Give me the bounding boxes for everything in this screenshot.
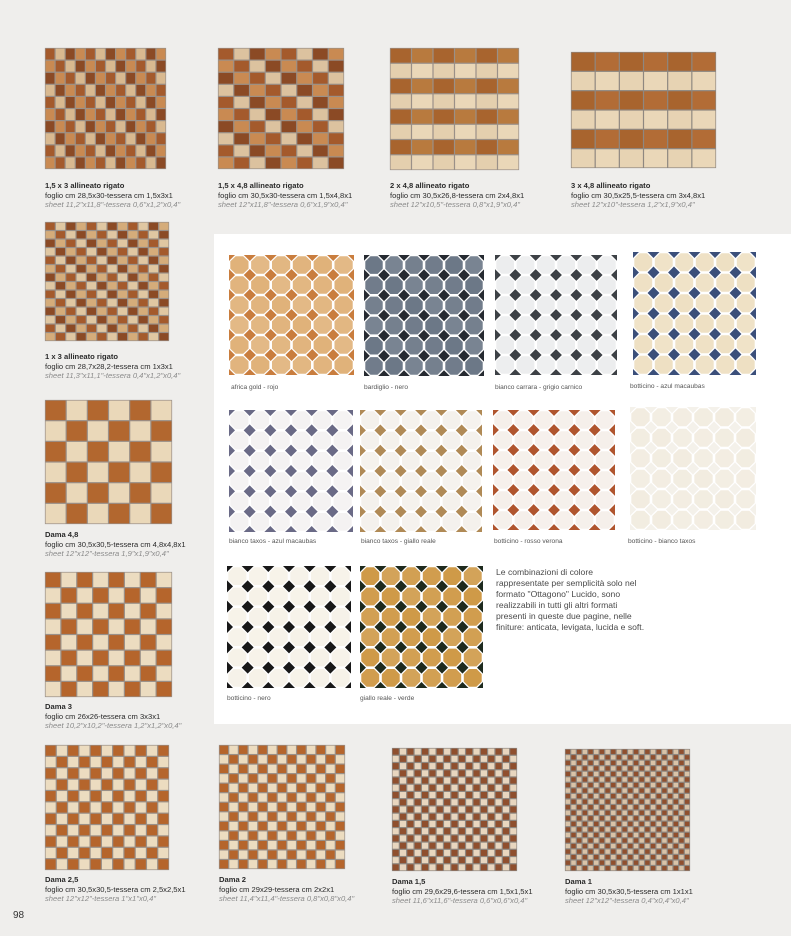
- octagon-swatch-image: [364, 255, 484, 376]
- octagon-swatch-svg: [493, 410, 615, 530]
- product-name: Dama 3: [45, 702, 73, 711]
- octagon-swatch-svg: [360, 566, 483, 688]
- swatch-label: botticino - bianco taxos: [628, 538, 696, 545]
- swatch-label: botticino - nero: [227, 695, 271, 702]
- octagon-swatch-svg: [495, 255, 617, 375]
- mosaic-svg: [45, 48, 166, 169]
- product-name: Dama 2,5: [45, 875, 79, 884]
- product-size-imperial: sheet 11,2"x11,8"-tessera 0,6"x1,2"x0,4": [45, 200, 181, 209]
- page-number: 98: [13, 910, 25, 921]
- product-caption: [392, 877, 533, 906]
- product-size-metric: foglio cm 30,5x25,5-tessera cm 3x4,8x1: [571, 190, 706, 200]
- octagon-swatch-svg: [227, 566, 351, 688]
- mosaic-sheet-image: [218, 48, 344, 169]
- octagon-swatch-svg: [364, 255, 484, 376]
- product-size-metric: foglio cm 29,6x29,6-tessera cm 1,5x1,5x1: [392, 886, 533, 896]
- product-size-metric: foglio cm 30,5x30,5-tessera cm 4,8x4,8x1: [45, 539, 186, 549]
- product-caption: [45, 352, 180, 381]
- product-size-metric: foglio cm 30,5x30,5-tessera cm 2,5x2,5x1: [45, 884, 186, 894]
- octagon-swatch-svg: [630, 407, 756, 530]
- product-size-imperial: sheet 11,4"x11,4"-tessera 0,8"x0,8"x0,4": [219, 894, 355, 903]
- swatch-label: africa gold - rojo: [231, 384, 279, 391]
- product-size-imperial: sheet 12"x10,5"-tessera 0,8"x1,9"x0,4": [390, 200, 520, 209]
- octagon-swatch-svg: [229, 410, 353, 532]
- product-caption: [571, 181, 705, 210]
- product-name: 3 x 4,8 allineato rigato: [571, 181, 651, 190]
- product-caption: [45, 702, 181, 731]
- product-size-metric: foglio cm 30,5x30,5-tessera cm 1x1x1: [565, 886, 693, 896]
- product-name: 1,5 x 4,8 allineato rigato: [218, 181, 304, 190]
- octagon-swatch-image: [360, 410, 482, 532]
- product-size-imperial: sheet 12"x12"-tessera 1,9"x1,9"x0,4": [45, 549, 169, 558]
- swatch-label: botticino - azul macaubas: [630, 383, 705, 390]
- product-size-imperial: sheet 11,6"x11,6"-tessera 0,6"x0,6"x0,4": [392, 896, 528, 905]
- mosaic-svg: [45, 400, 172, 524]
- octagon-swatch-image: [229, 255, 354, 375]
- product-caption: [565, 877, 693, 906]
- octagon-swatch-image: [227, 566, 351, 688]
- product-size-imperial: sheet 12"x11,8"-tessera 0,6"x1,9"x0,4": [218, 200, 348, 209]
- swatch-label: bianco carrara - grigio carnico: [495, 384, 583, 391]
- swatch-label: bianco taxos - giallo reale: [361, 538, 436, 545]
- product-size-metric: foglio cm 30,5x30-tessera cm 1,5x4,8x1: [218, 190, 353, 200]
- product-name: 1,5 x 3 allineato rigato: [45, 181, 125, 190]
- product-size-imperial: sheet 11,3"x11,1"-tessera 0,4"x1,2"x0,4": [45, 371, 181, 380]
- product-name: 2 x 4,8 allineato rigato: [390, 181, 470, 190]
- mosaic-sheet-image: [45, 400, 172, 524]
- product-name: Dama 1,5: [392, 877, 426, 886]
- product-size-imperial: sheet 12"x12"-tessera 0,4"x0,4"x0,4": [565, 896, 689, 905]
- color-combinations-note: Le combinazioni di colore rappresentate per semplicità solo nel formato "Ottagono" Lucido, sono realizzabili in tutti gli altri formati presenti in queste due pagine, nelle finiture: anticata, levigata, lucida e soft.: [496, 567, 645, 632]
- mosaic-sheet-image: [565, 749, 690, 871]
- octagon-swatch-image: [360, 566, 483, 688]
- octagon-swatch-image: [493, 410, 615, 530]
- mosaic-svg: [219, 745, 345, 869]
- product-size-metric: foglio cm 28,5x30-tessera cm 1,5x3x1: [45, 190, 173, 200]
- swatch-label: bianco taxos - azul macaubas: [229, 538, 317, 545]
- mosaic-svg: [392, 748, 517, 871]
- mosaic-svg: [218, 48, 344, 169]
- mosaic-svg: [45, 745, 169, 870]
- mosaic-sheet-image: [392, 748, 517, 871]
- product-caption: [390, 181, 524, 210]
- product-caption: [45, 875, 186, 904]
- mosaic-sheet-image: [571, 52, 716, 168]
- mosaic-svg: [45, 572, 172, 697]
- octagon-swatch-image: [229, 410, 353, 532]
- mosaic-svg: [45, 222, 169, 341]
- mosaic-svg: [571, 52, 716, 168]
- mosaic-sheet-image: [45, 222, 169, 341]
- mosaic-svg: [565, 749, 690, 871]
- mosaic-sheet-image: [390, 48, 519, 170]
- product-caption: [45, 530, 186, 559]
- product-name: Dama 4,8: [45, 530, 79, 539]
- mosaic-sheet-image: [45, 572, 172, 697]
- product-name: Dama 2: [219, 875, 247, 884]
- octagon-swatch-image: [630, 407, 756, 530]
- swatch-label: bardiglio - nero: [364, 384, 408, 391]
- mosaic-sheet-image: [45, 48, 166, 169]
- mosaic-sheet-image: [219, 745, 345, 869]
- product-size-metric: foglio cm 30,5x26,8-tessera cm 2x4,8x1: [390, 190, 525, 200]
- product-name: 1 x 3 allineato rigato: [45, 352, 119, 361]
- product-caption: [219, 875, 354, 904]
- octagon-swatch-svg: [633, 252, 756, 375]
- octagon-swatch-image: [633, 252, 756, 375]
- product-size-imperial: sheet 12"x10"-tessera 1,2"x1,9"x0,4": [571, 200, 695, 209]
- product-size-metric: foglio cm 26x26-tessera cm 3x3x1: [45, 711, 161, 721]
- octagon-swatch-image: [495, 255, 617, 375]
- product-size-imperial: sheet 12"x12"-tessera 1"x1"x0,4": [45, 894, 156, 903]
- product-size-imperial: sheet 10,2"x10,2"-tessera 1,2"x1,2"x0,4": [45, 721, 182, 730]
- product-caption: [45, 181, 180, 210]
- swatch-label: botticino - rosso verona: [494, 538, 563, 545]
- octagon-swatch-svg: [229, 255, 354, 375]
- octagon-swatch-svg: [360, 410, 482, 532]
- product-size-metric: foglio cm 29x29-tessera cm 2x2x1: [219, 884, 335, 894]
- product-caption: [218, 181, 352, 210]
- mosaic-sheet-image: [45, 745, 169, 870]
- product-size-metric: foglio cm 28,7x28,2-tessera cm 1x3x1: [45, 361, 173, 371]
- swatch-label: giallo reale - verde: [360, 695, 415, 702]
- product-name: Dama 1: [565, 877, 593, 886]
- mosaic-svg: [390, 48, 519, 170]
